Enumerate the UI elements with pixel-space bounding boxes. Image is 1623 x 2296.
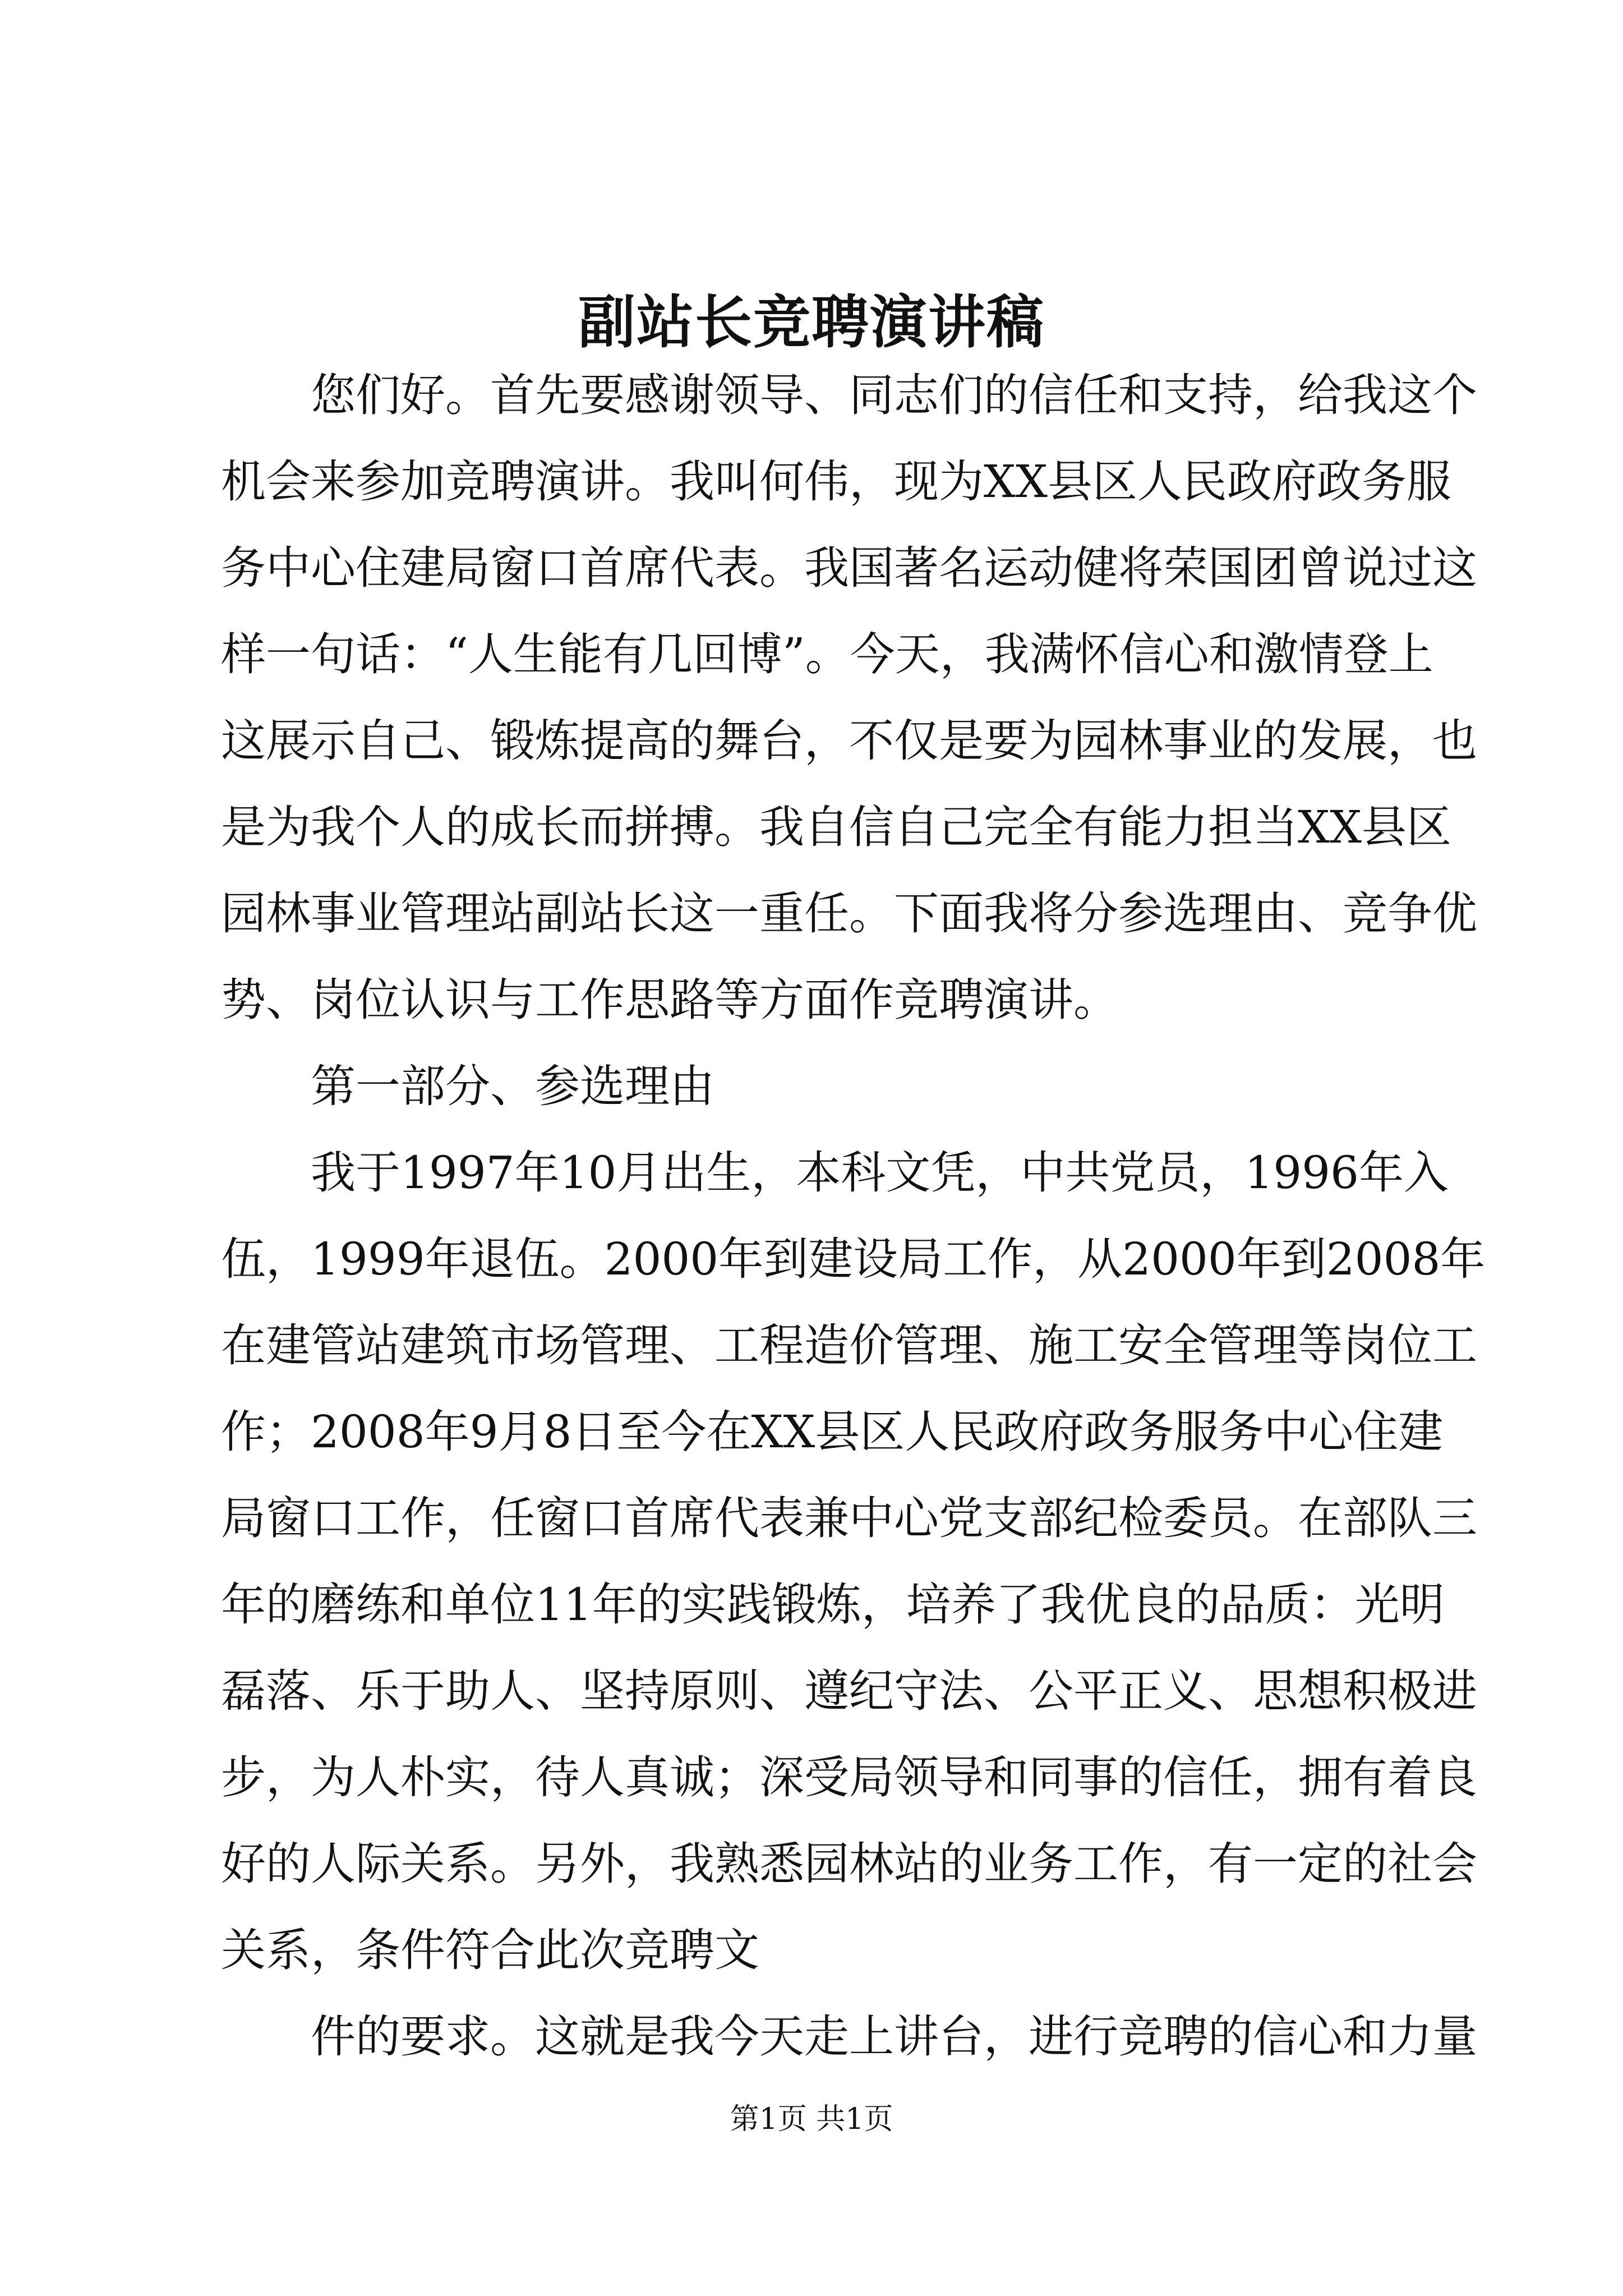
document-title: 副站长竞聘演讲稿 bbox=[578, 289, 1045, 356]
text-line: 伍，1999年退伍。2000年到建设局工作，从2000年到2008年 bbox=[221, 1233, 1486, 1285]
text-line: 步，为人朴实，待人真诚；深受局领导和同事的信任，拥有着良 bbox=[221, 1751, 1477, 1803]
text-line: 件的要求。这就是我今天走上讲台，进行竞聘的信心和力量 bbox=[311, 2010, 1477, 2063]
text-line: 局窗口工作，任窗口首席代表兼中心党支部纪检委员。在部队三 bbox=[221, 1492, 1477, 1544]
text-line: 这展示自己、锻炼提高的舞台，不仅是要为园林事业的发展，也 bbox=[221, 715, 1477, 767]
text-line: 磊落、乐于助人、坚持原则、遵纪守法、公平正义、思想积极进 bbox=[221, 1665, 1477, 1717]
text-line: 样一句话：“人生能有几回博”。今天，我满怀信心和激情登上 bbox=[221, 628, 1433, 680]
text-line: 势、岗位认识与工作思路等方面作竞聘演讲。 bbox=[221, 974, 1118, 1026]
text-line: 关系，条件符合此次竞聘文 bbox=[221, 1924, 759, 1976]
text-line: 机会来参加竞聘演讲。我叫何伟，现为XX县区人民政府政务服 bbox=[221, 455, 1451, 508]
text-line: 在建管站建筑市场管理、工程造价管理、施工安全管理等岗位工 bbox=[221, 1319, 1477, 1372]
text-line: 作；2008年9月8日至今在XX县区人民政府政务服务中心住建 bbox=[221, 1406, 1444, 1458]
page-footer: 第1页 共1页 bbox=[730, 2102, 893, 2136]
text-line: 我于1997年10月出生，本科文凭，中共党员，1996年入 bbox=[311, 1147, 1449, 1199]
text-line: 第一部分、参选理由 bbox=[311, 1060, 714, 1112]
text-line: 年的磨练和单位11年的实践锻炼，培养了我优良的品质：光明 bbox=[221, 1579, 1445, 1631]
document-body bbox=[221, 352, 1486, 2080]
text-line: 务中心住建局窗口首席代表。我国著名运动健将荣国团曾说过这 bbox=[221, 542, 1477, 594]
text-line: 园林事业管理站副站长这一重任。下面我将分参选理由、竞争优 bbox=[221, 887, 1477, 940]
text-line: 是为我个人的成长而拼搏。我自信自己完全有能力担当XX县区 bbox=[221, 801, 1451, 853]
text-line: 您们好。首先要感谢领导、同志们的信任和支持，给我这个 bbox=[311, 369, 1477, 421]
text-line: 好的人际关系。另外，我熟悉园林站的业务工作，有一定的社会 bbox=[221, 1838, 1477, 1890]
